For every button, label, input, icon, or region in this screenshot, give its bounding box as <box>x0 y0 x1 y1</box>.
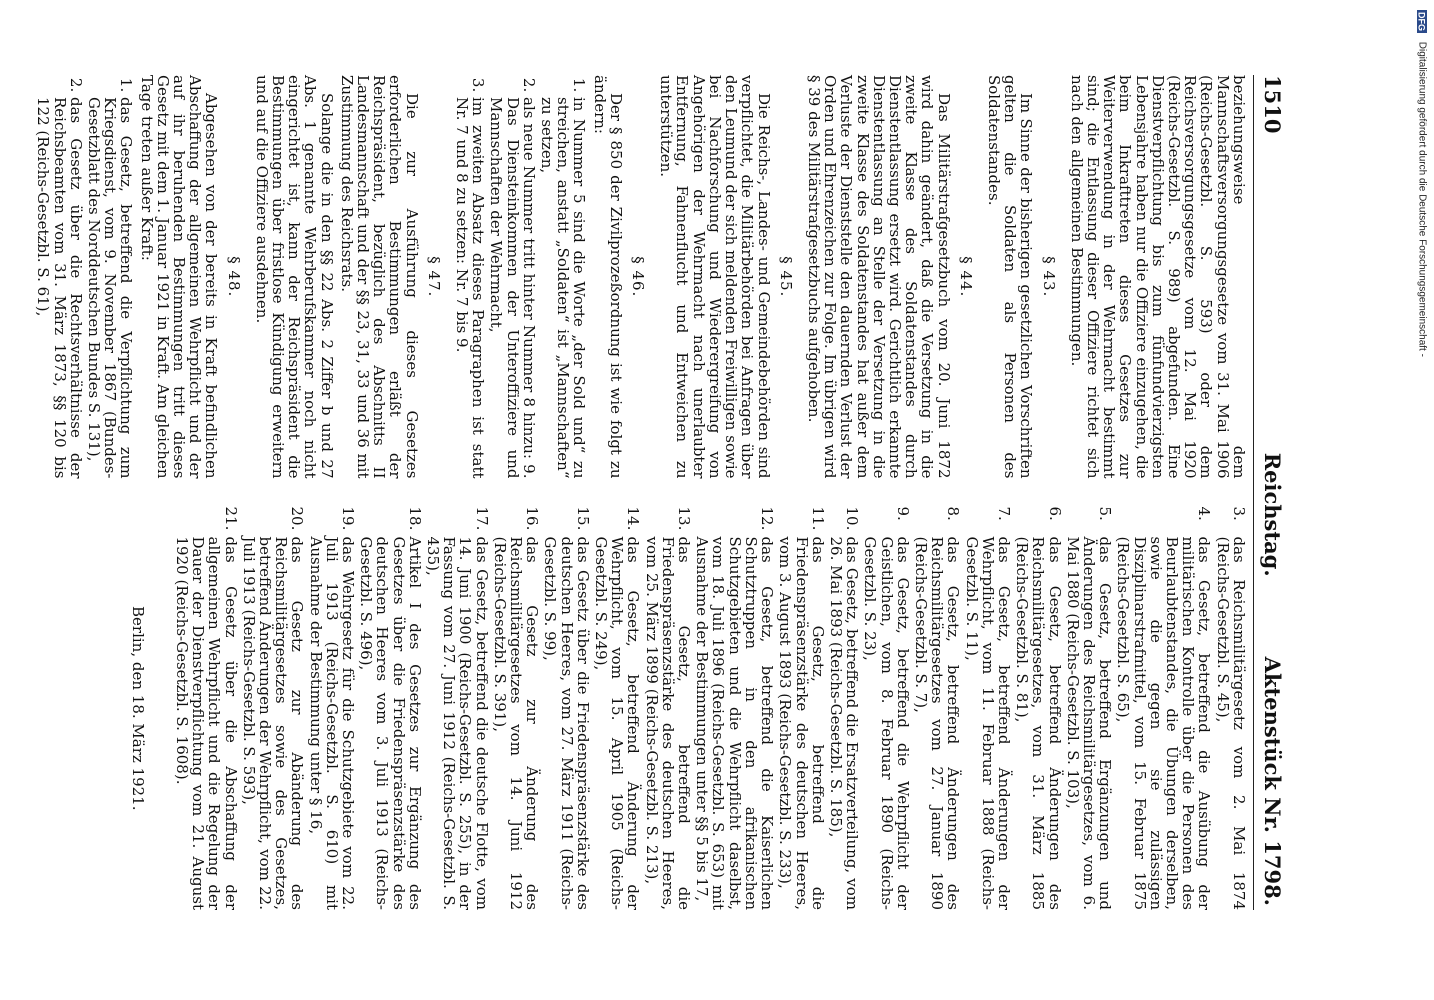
section-text-47b: Solange die in den §§ 22 Abs. 2 Ziffer b und 27 Abs. 1 genannte Wehrberufskammer noch nicht eingerichtet ist, kann der Reichspräsident die Bestimmungen über fristlose Kündigung erweitern und auf die Offiziere ausdehnen. <box>252 75 336 479</box>
law-list-item <box>1115 507 1212 911</box>
list-item: 1. in Nummer 5 sind die Worte „der Sold und“ zu streichen, anstatt „Soldaten“ ist „Mannschaften“ zu setzen, <box>539 97 588 479</box>
section-heading-46: § 46. <box>629 256 648 298</box>
law-list-item <box>963 507 1012 911</box>
section-text-48: Abgesehen von der bereits in Kraft befindlichen Abschaffung der allgemeinen Wehrpflicht und der auf ihr beruhenden Bestimmungen tritt dieses Gesetz mit dem 1. Januar 1921 in Kraft. Am gleichen Tage treten außer Kraft: <box>137 75 221 479</box>
list-item: 2. als neue Nummer tritt hinter Nummer 8 hinzu: 9. Das Diensteinkommen der Unteroffiziere und Mannschaften der Wehrmacht, <box>488 97 537 479</box>
section-46-list <box>454 75 588 479</box>
section-text-47a: Die zur Ausführung dieses Gesetzes erforderlichen Bestimmungen erläßt der Reichspräsident, bezüglich des Abschnitts II Landesmannschaft und der §§ 23, 31, 33 und 36 mit Zustimmung des Reichsrats. <box>337 75 421 479</box>
law-list-item <box>174 507 239 911</box>
law-list-item <box>307 507 356 911</box>
law-list-item <box>593 507 642 911</box>
intro-paragraph: beziehungsweise dem Mannschaftsversorgungsgesetze vom 31. Mai 1906 (Reichs-Gesetzbl. S. 593) oder dem Reichsversorgungsgesetze vom 12. Mai 1920 (Reichs-Gesetzbl. S. 989) abgefunden. Eine Dienstverpflichtung bis zum fünfundvierzigsten Lebensjahre haben nur die Offiziere einzugehen, die beim Inkrafttreten dieses Gesetzes zur Weiterverwendung in der Wehrmacht bestimmt sind; die Entlassung dieser Offiziere richtet sich nach den allgemeinen Bestimmungen. <box>1067 75 1248 479</box>
law-text: das Gesetz, betreffend die Friedenspräsenzstärke des deutschen Heeres, vom 25. März 1899 (Reichs-Gesetzbl. S. 213), <box>642 536 694 910</box>
section-heading-47: § 47. <box>424 256 443 298</box>
dfg-logo: DFG <box>1416 12 1427 31</box>
law-list-item <box>492 507 541 911</box>
law-number: 4. <box>1195 506 1214 521</box>
header-titles <box>1260 452 1285 906</box>
law-number: 6. <box>1045 506 1064 521</box>
text-columns <box>33 75 1247 910</box>
section-heading-48: § 48. <box>224 256 243 298</box>
law-list-item <box>913 507 962 911</box>
law-text: das Gesetz über die Abschaffung der allgemeinen Wehrpflicht und die Regelung der Dauer der Dienstverpflichtung vom 21. August 1920 (Reichs-Gesetzbl. S. 1608). <box>173 536 240 910</box>
law-text: das Gesetz, betreffend die Wehrpflicht der Geistlichen, vom 8. Februar 1890 (Reichs-Gesetzbl. S. 23), <box>861 536 912 910</box>
law-list-item <box>694 507 775 911</box>
list-item: 2. das Gesetz über die Rechtsverhältnisse der Reichsbeamten vom 31. März 1873, §§ 120 bis 122 (Reichs-Gesetzbl. S. 61), <box>35 97 84 479</box>
law-list-item <box>1214 507 1246 911</box>
law-number: 18. <box>405 506 424 531</box>
law-text: das Gesetz, betreffend Änderungen des Reichsmilitärgesetzes, vom 31. März 1885 (Reichs-Gesetzbl. S. 81), <box>1013 536 1064 910</box>
section-heading-43: § 43. <box>1039 256 1058 298</box>
law-number: 9. <box>893 506 912 521</box>
law-text: das Gesetz, betreffend Ergänzungen und Änderungen des Reichsmilitärgesetzes, vom 6. Mai 1880 (Reichs-Gesetzbl. S. 103), <box>1063 536 1115 910</box>
law-list-item <box>1065 507 1114 911</box>
law-list-item <box>862 507 911 911</box>
list-item: 3. im zweiten Absatz dieses Paragraphen ist statt Nr. 7 und 8 zu setzen: Nr. 7 bis 9. <box>454 97 486 479</box>
law-text: das Gesetz, betreffend Änderungen der Wehrpflicht, vom 11. Februar 1888 (Reichs-Gesetzbl. S. 11), <box>962 536 1013 910</box>
signature-line: Berlin, den 18. März 1921. <box>128 606 147 811</box>
section-text-45: Die Reichs-, Landes- und Gemeindebehörden sind verpflichtet, die Militärbehörden bei Anfragen über den Leumund der sich meldenden Freiwilligen sowie bei Nachforschung und Wiederergreifung von Angehörigen der Wehrmacht nach unerlaubter Entfernung, Fahnenflucht und Entweichen zu unterstützen. <box>657 75 773 479</box>
section-intro-46: Der § 850 der Zivilprozeßordnung ist wie folgt zu ändern: <box>590 75 625 479</box>
section-heading-45: § 45. <box>776 256 795 298</box>
law-number: 11. <box>808 506 827 531</box>
law-list-item <box>358 507 423 911</box>
section-text-44: Das Militärstrafgesetzbuch vom 20. Juni 1872 wird dahin geändert, daß die Versetzung in die zweite Klasse des Soldatenstandes durch Dienstentlassung ersetzt wird. Gerichtlich erkannte Dienstentlassung an Stelle der Versetzung in die zweite Klasse des Soldatenstandes hat außer dem Verluste der Dienststelle den dauernden Verlust der Orden und Ehrenzeichen zur Folge. Im übrigen wird § 39 des Militärstrafgesetzbuchs aufgehoben. <box>804 75 953 479</box>
left-column <box>33 75 1247 479</box>
page-header <box>1253 75 1285 910</box>
list-item: 1. das Gesetz, betreffend die Verpflichtung zum Kriegsdienst, vom 9. November 1867 (Bundes-Gesetzblatt des Norddeutschen Bundes S. 131), <box>86 97 135 479</box>
law-list-item <box>777 507 826 911</box>
section-heading-44: § 44. <box>956 256 975 298</box>
law-number: 20. <box>288 506 307 531</box>
law-list-item <box>425 507 490 911</box>
law-text: das Gesetz, betreffend die Ersatzverteilung, vom 26. Mai 1893 (Reichs-Gesetzbl. S. 185), <box>826 536 862 910</box>
law-text: das Gesetz, betreffend Änderungen des Reichsmilitärgesetzes vom 27. Januar 1890 (Reichs-Gesetzbl. S. 7), <box>911 536 963 910</box>
law-text: das Gesetz zur Abänderung des Reichsmilitärgesetzes sowie des Gesetzes, betreffend Änderungen der Wehrpflicht, vom 22. Juli 1913 (Reichs-Gesetzbl. S. 593), <box>239 536 307 910</box>
law-text: das Gesetz, betreffend die Friedenspräsenzstärke des deutschen Heeres, vom 3. August 1893 (Reichs-Gesetzbl. S. 233), <box>776 536 827 910</box>
right-column <box>33 507 1247 911</box>
digitization-note-text <box>1417 10 1428 357</box>
law-number: 15. <box>573 506 592 531</box>
law-text: das Gesetz, betreffend die deutsche Flotte, vom 14. Juni 1900 (Reichs-Gesetzbl. S. 255), in der Fassung vom 27. Juni 1912 (Reichs-Gesetzbl. S. 435), <box>424 536 491 910</box>
law-number: 13. <box>675 506 694 531</box>
law-number: 12. <box>758 506 777 531</box>
law-list-item <box>643 507 692 911</box>
law-text: das Reichsmilitärgesetz vom 2. Mai 1874 (Reichs-Gesetzbl. S. 45), <box>1213 536 1248 910</box>
law-number: 16. <box>523 506 542 531</box>
law-list-item <box>542 507 591 911</box>
header-left-title: Reichstag. <box>1260 452 1285 577</box>
law-number: 3. <box>1229 506 1248 521</box>
digitization-credit: Digitalisierung gefördert durch die Deutsche Forschungsgemeinschaft - <box>1416 41 1428 357</box>
law-number: 5. <box>1096 506 1115 521</box>
law-number: 14. <box>624 506 643 531</box>
law-list-item <box>241 507 306 911</box>
law-text: das Gesetz über die Friedenspräsenzstärke des deutschen Heeres, vom 27. März 1911 (Reichs-Gesetzbl. S. 99), <box>541 536 592 910</box>
section-text-43: Im Sinne der bisherigen gesetzlichen Vorschriften gelten die Soldaten als Personen des Soldatenstandes. <box>984 75 1036 479</box>
law-text: Artikel I des Gesetzes zur Ergänzung des Gesetzes über die Friedenspräsenzstärke des deutschen Heeres vom 3. Juli 1913 (Reichs-Gesetzbl. S. 496), <box>357 536 424 910</box>
law-number: 8. <box>944 506 963 521</box>
law-number: 19. <box>339 506 358 531</box>
law-number: 17. <box>472 506 491 531</box>
repealed-laws-list <box>174 507 1247 911</box>
law-text: das Gesetz, betreffend die Ausübung der militärischen Kontrolle über die Personen des Beurlaubtenstandes, die Übungen derselben, sowie die gegen sie zulässigen Disziplinarstrafmittel, vom 15. Februar 1875 (Reichs-Gesetzbl. S. 65), <box>1114 536 1214 910</box>
law-number: 7. <box>994 506 1013 521</box>
law-text: das Wehrgesetz für die Schutzgebiete vom 22. Juli 1913 (Reichs-Gesetzbl. S. 610) mit Ausnahme der Bestimmung unter § 16, <box>306 536 358 910</box>
law-text: das Gesetz zur Änderung des Reichsmilitärgesetzes vom 14. Juni 1912 (Reichs-Gesetzbl. S. 391), <box>490 536 542 910</box>
header-right-title: Aktenstück Nr. 1798. <box>1260 656 1285 906</box>
section-48-list <box>35 75 134 479</box>
law-list-item <box>1014 507 1063 911</box>
page-number: 1510 <box>1260 75 1285 134</box>
law-text: das Gesetz, betreffend die Kaiserlichen Schutztruppen in den afrikanischen Schutzgebieten und die Wehrpflicht daselbst, vom 18. Juli 1896 (Reichs-Gesetzbl. S. 653) mit Ausnahme der Bestimmungen unter §§ 5 bis 17, <box>693 536 777 910</box>
law-number: 10. <box>843 506 862 531</box>
digitization-note <box>1412 10 1432 990</box>
law-number: 21. <box>221 506 240 531</box>
law-list-item <box>828 507 860 911</box>
law-text: das Gesetz, betreffend Änderung der Wehrpflicht, vom 15. April 1905 (Reichs-Gesetzbl. S. 249), <box>592 536 643 910</box>
